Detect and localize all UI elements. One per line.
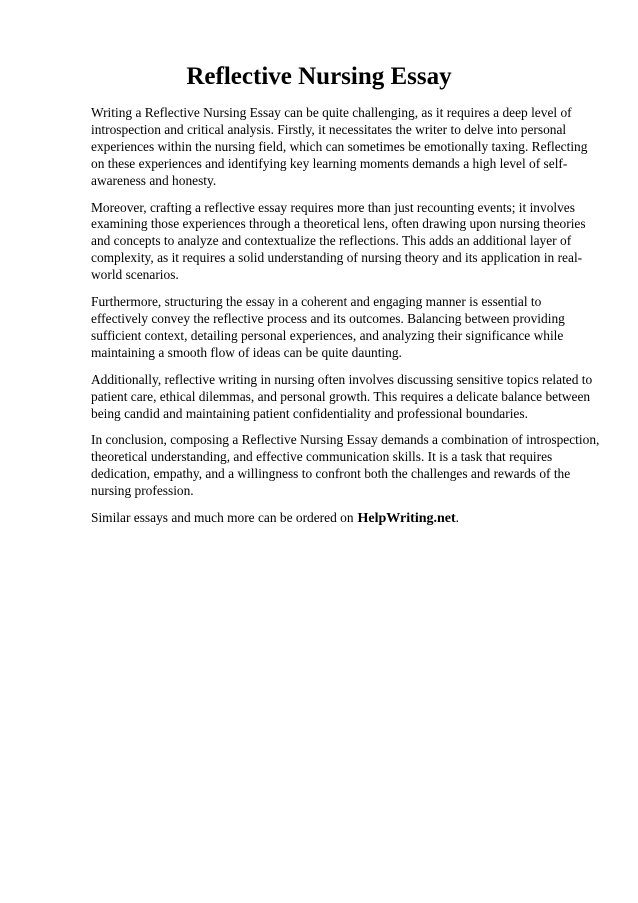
paragraph-furthermore: Furthermore, structuring the essay in a coherent and engaging manner is essential to effectively convey the reflective process and its outcomes. Balancing between providing sufficient context, detailing personal experiences, and analyzing their significance while maintaining a smooth flow of ideas can be quite daunting. <box>91 294 565 360</box>
paragraph-additionally: Additionally, reflective writing in nursing often involves discussing sensitive topics related to patient care, ethical dilemmas, and personal growth. This requires a delicate balance between being candid and maintaining patient confidentiality and professional boundaries. <box>91 371 593 421</box>
paragraph-conclusion: In conclusion, composing a Reflective Nursing Essay demands a combination of introspection, theoretical understanding, and effective communication skills. It is a task that requires dedication, empathy, and a willingness to confront both the challenges and rewards of the nursing profession. <box>91 432 600 499</box>
document-title: Reflective Nursing Essay <box>186 63 452 90</box>
paragraph-intro: Writing a Reflective Nursing Essay can be quite challenging, as it requires a deep level of introspection and critical analysis. Firstly, it necessitates the writer to delve into personal experiences within the nursing field, which can sometimes be emotionally taxing. Reflecting on these experiences and identifying key learning moments demands a high level of self-awareness and honesty. <box>91 105 588 188</box>
paragraph-moreover: Moreover, crafting a reflective essay requires more than just recounting events; it involves examining those experiences through a theoretical lens, often drawing upon nursing theories and concepts to analyze and contextualize the reflections. This adds an additional layer of complexity, as it requires a solid understanding of nursing theory and its application in real-world scenarios. <box>91 199 586 283</box>
document-body <box>91 105 601 538</box>
helpwriting-link[interactable]: HelpWriting.net <box>357 511 456 527</box>
closing-text: Similar essays and much more can be ordered on <box>91 510 354 526</box>
closing-period: . <box>455 510 460 526</box>
closing-line <box>91 510 601 528</box>
